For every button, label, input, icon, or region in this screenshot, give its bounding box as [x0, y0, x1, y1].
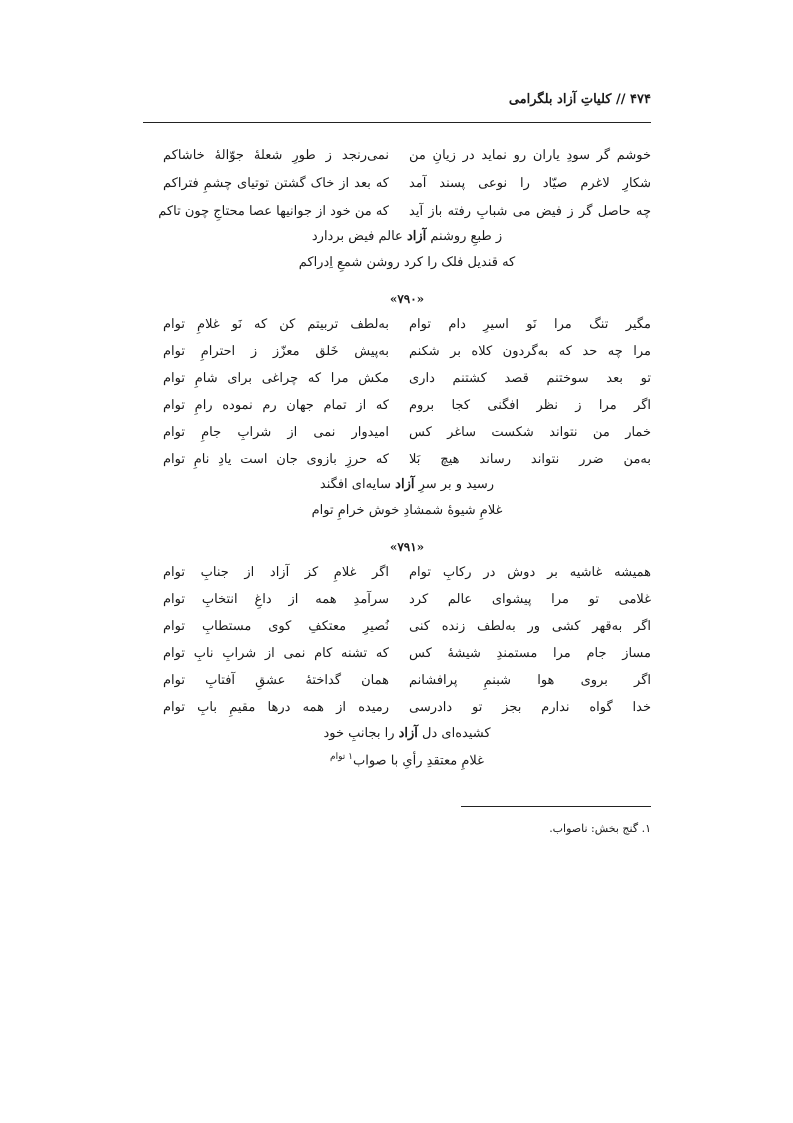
first-hemistich: غلامی تو مرا پیشوای عالم کرد	[409, 592, 651, 607]
header-separator: //	[616, 92, 626, 107]
couplet	[163, 371, 651, 399]
closing-line: غلامِ معتقدِ رأیِ با صواب$^{١ توام}$	[330, 752, 484, 769]
closing-line: که قندیل فلک را کرد روشن شمعِ اِدراکم	[298, 255, 516, 270]
page-number: ۴۷۴	[630, 92, 651, 107]
closing-line: کشیده‌ای دل آزاد را بجانبِ خود	[323, 726, 491, 741]
couplet	[163, 452, 651, 480]
first-hemistich: خوشم گر سودِ یاران رو نماید در زیانِ من	[409, 148, 651, 163]
header-rule	[143, 122, 651, 123]
second-hemistich: که از تمام جهان رم نموده رامِ توام	[163, 398, 389, 413]
poet-name: آزاد	[395, 477, 415, 492]
first-hemistich: شکارِ لاغرم صیّاد را نوعی پسند آمد	[409, 176, 651, 191]
first-hemistich: مساز جام مرا مستمندِ شیشهٔ کس	[409, 646, 651, 661]
second-hemistich: به‌پیش خَلق معزّز ز احترامِ توام	[163, 344, 389, 359]
closing-line: غلامِ شیوهٔ شمشادِ خوش خرامِ توام	[311, 503, 503, 518]
running-header	[143, 92, 651, 120]
couplet	[163, 398, 651, 426]
footnote-marker: ١ توام	[330, 752, 353, 762]
couplet	[163, 619, 651, 647]
poem-number: «۷۹۰»	[389, 292, 425, 306]
couplet	[163, 148, 651, 176]
couplet	[163, 673, 651, 701]
second-hemistich: اگر غلامِ کز آزاد از جنابِ توام	[163, 565, 389, 580]
couplet	[163, 176, 651, 204]
second-hemistich: همان گداختهٔ عشقِ آفتابِ توام	[163, 673, 389, 688]
second-hemistich: نُصیرِ معتکفِ کوی مستطابِ توام	[163, 619, 389, 634]
couplet	[163, 425, 651, 453]
poet-name: آزاد	[398, 726, 418, 741]
second-hemistich: که بعد از خاک گشتن توتیای چشمِ فتراکم	[163, 176, 389, 191]
second-hemistich: امیدوار نمی از شرابِ جامِ توام	[163, 425, 389, 440]
couplet	[163, 700, 651, 728]
second-hemistich: مکش مرا که چراغی برای شامِ توام	[163, 371, 389, 386]
first-hemistich: به‌من ضرر نتواند رساند هیچ بَلا	[409, 452, 651, 467]
first-hemistich: خدا گواه ندارم بجز تو دادرسی	[409, 700, 651, 715]
closing-line: ز طبعِ روشنم آزاد عالم فیض بردارد	[311, 229, 503, 244]
first-hemistich: تو بعد سوختنم قصد کشتنم داری	[409, 371, 651, 386]
couplet	[163, 565, 651, 593]
first-hemistich: مرا چه حد که به‌گردون کلاه بر شکنم	[409, 344, 651, 359]
footnote: ١. گنج بخش: ناصواب.	[549, 822, 651, 835]
second-hemistich: که حرزِ بازوی جان است یادِ نامِ توام	[163, 452, 389, 467]
first-hemistich: چه حاصل گر ز فیض می شبابِ رفته باز آید	[409, 204, 651, 219]
closing-line: رسید و بر سرِ آزاد سایه‌ای افگند	[319, 477, 495, 492]
couplet	[158, 204, 651, 232]
first-hemistich: همیشه غاشیه بر دوش در رکابِ توام	[409, 565, 651, 580]
first-hemistich: اگر بروی هوا شبنمِ پرافشانم	[409, 673, 651, 688]
first-hemistich: مگیر تنگ مرا نَو اسیرِ دام توام	[409, 317, 651, 332]
book-title: کلیاتِ آزاد بلگرامی	[508, 92, 612, 107]
poem-number: «۷۹۱»	[389, 540, 425, 554]
couplet	[163, 317, 651, 345]
first-hemistich: اگر مرا ز نظر افگنی کجا بروم	[409, 398, 651, 413]
couplet	[163, 344, 651, 372]
couplet	[163, 646, 651, 674]
second-hemistich: سرآمدِ همه از داغِ انتخابِ توام	[163, 592, 389, 607]
footnote-rule	[461, 806, 651, 807]
first-hemistich: خمار من نتواند شکست ساغر کس	[409, 425, 651, 440]
second-hemistich: رمیده از همه درها مقیمِ بابِ توام	[163, 700, 389, 715]
poet-name: آزاد	[406, 229, 427, 244]
first-hemistich: اگر به‌قهر کشی ور به‌لطف زنده کنی	[409, 619, 651, 634]
second-hemistich: نمی‌رنجد ز طورِ شعلهٔ جوّالهٔ خاشاکم	[163, 148, 389, 163]
second-hemistich: که تشنه کام نمی از شرابِ نابِ توام	[163, 646, 389, 661]
second-hemistich: که من خود از جوانیها عصا محتاجِ چون تاکم	[158, 204, 389, 219]
second-hemistich: به‌لطف تربیتم کن که نَو غلامِ توام	[163, 317, 389, 332]
couplet	[163, 592, 651, 620]
